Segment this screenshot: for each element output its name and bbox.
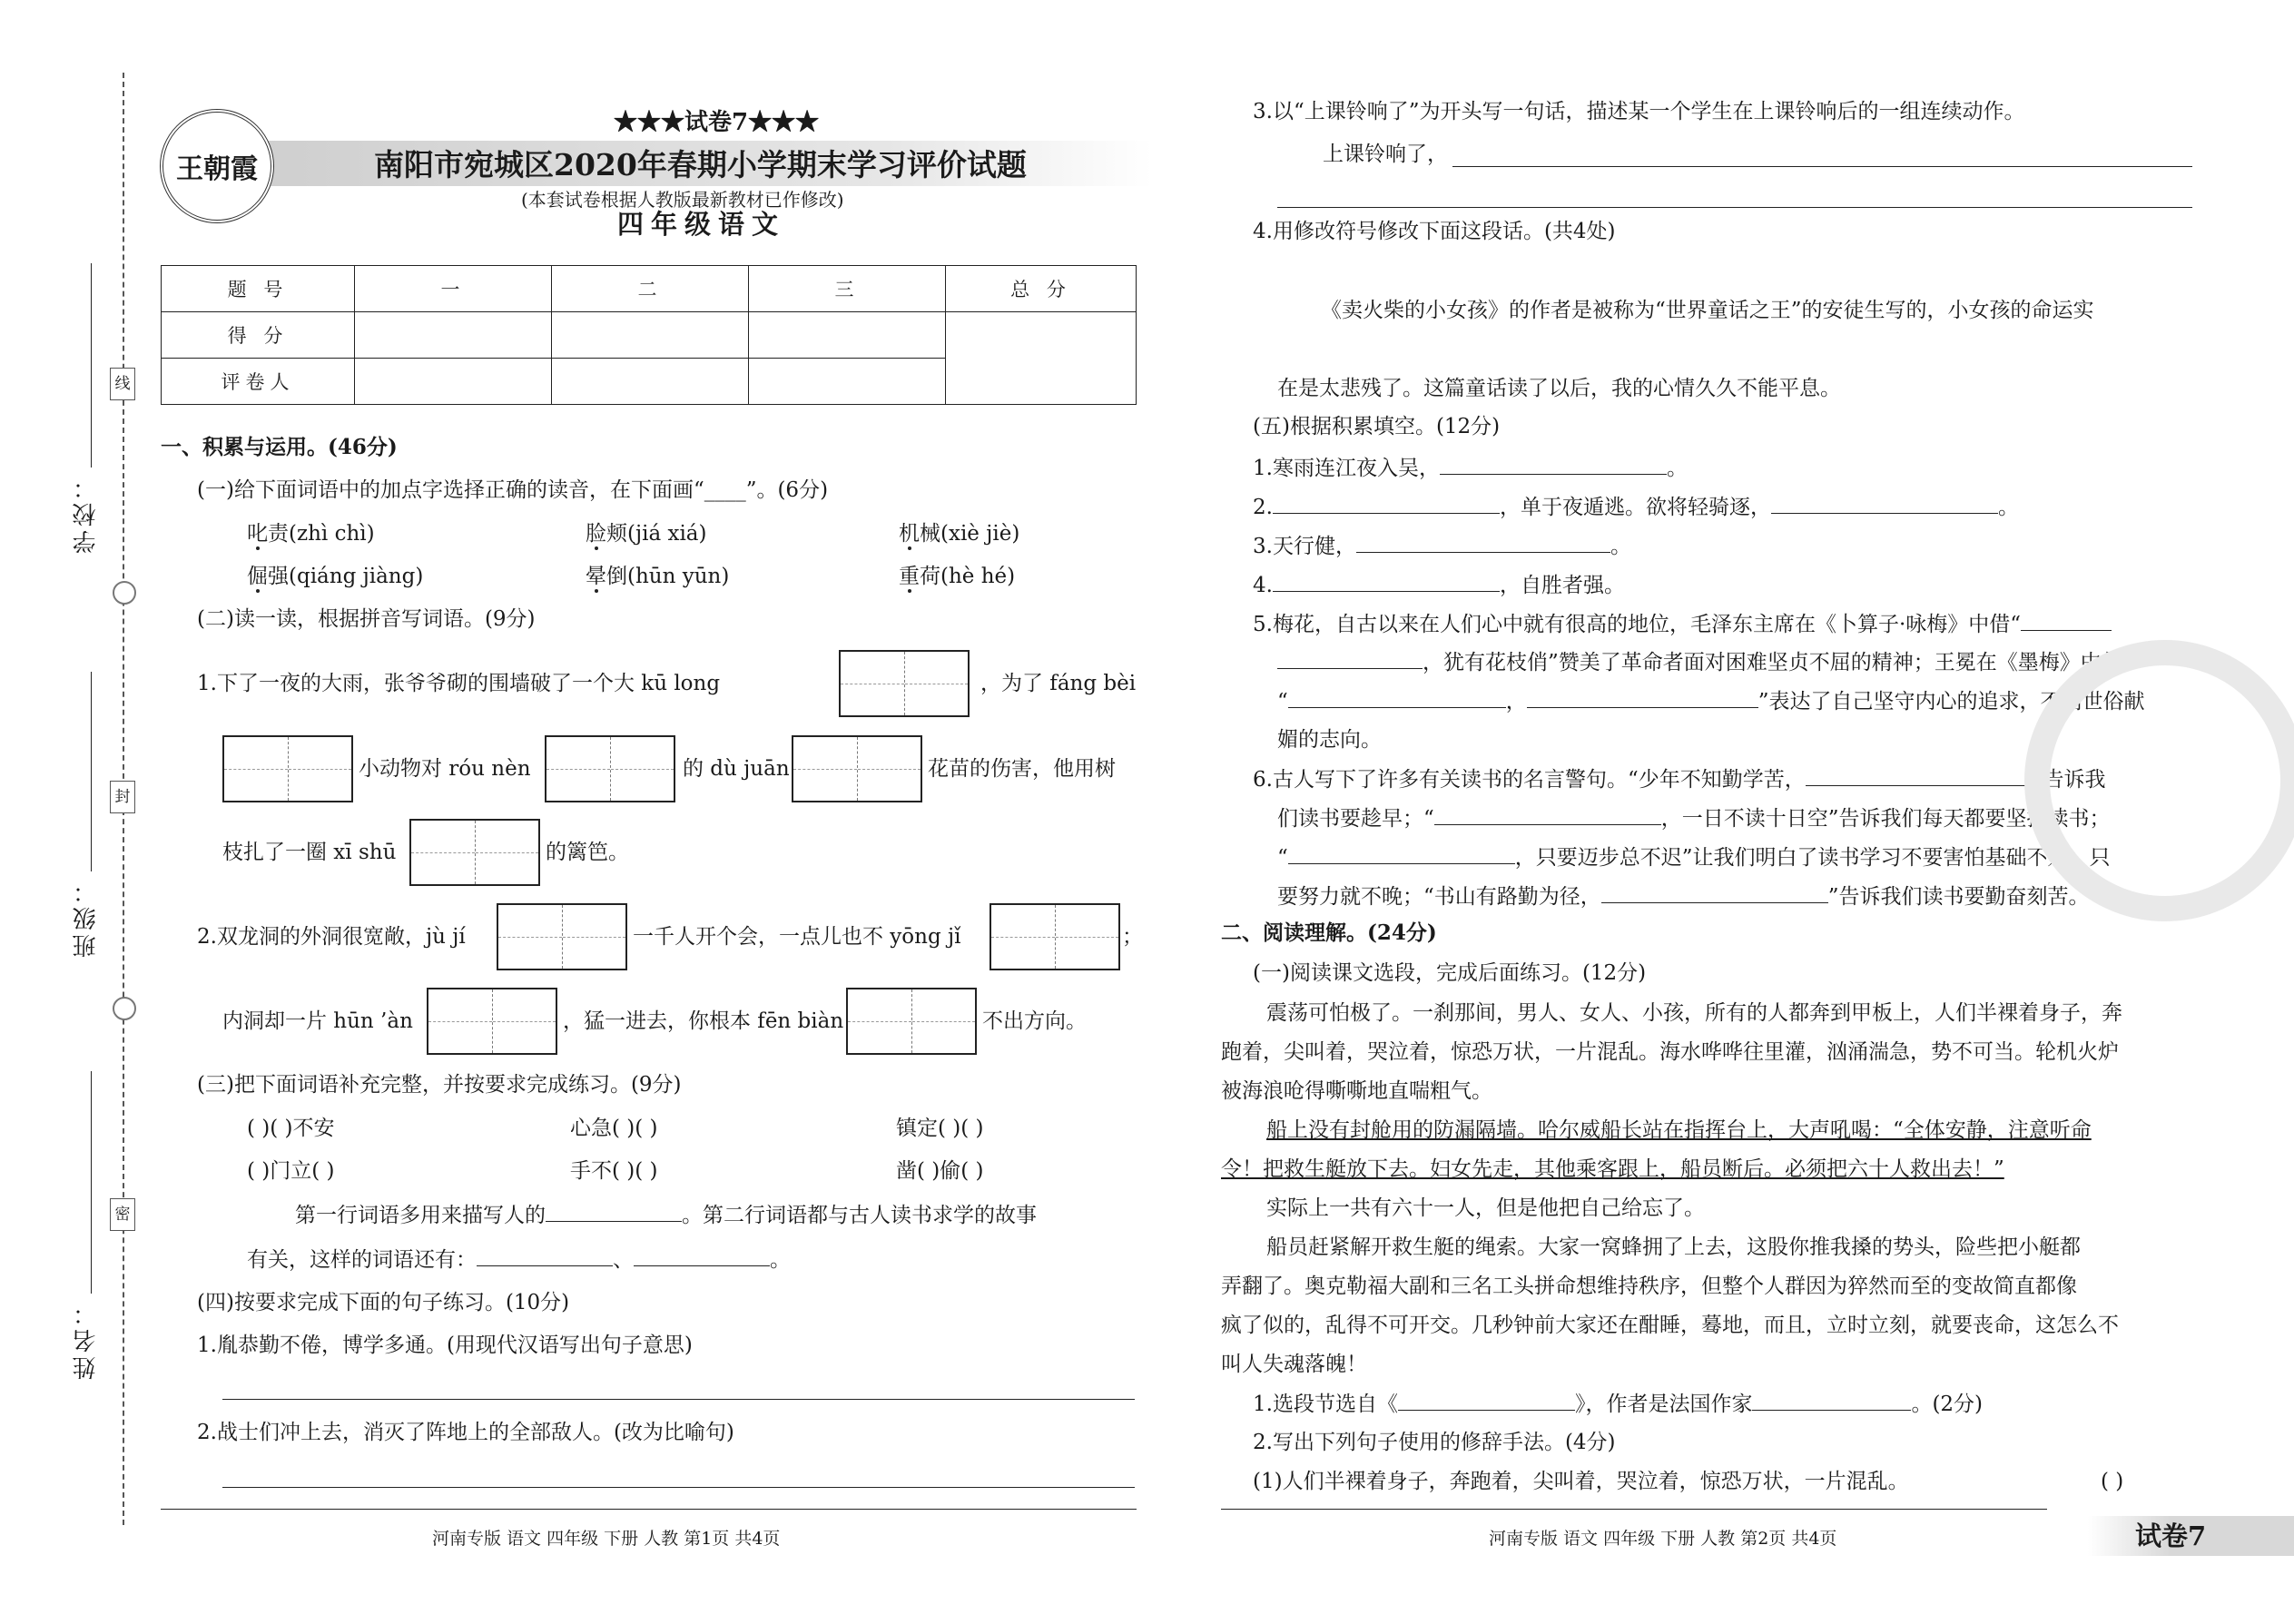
grader-cell[interactable] bbox=[355, 359, 552, 405]
binding-ornament bbox=[113, 997, 136, 1020]
q2-text: ； bbox=[1122, 925, 1143, 949]
idiom-blank[interactable]: 手不( )( ) bbox=[570, 1159, 658, 1183]
binding-mark-xian: 线 bbox=[110, 368, 135, 400]
answer-blank[interactable] bbox=[1288, 843, 1515, 864]
pinyin-item: 重荷(hè hé) bbox=[899, 565, 1016, 588]
reading-passage: 船员赶紧解开救生艇的绳索。大家一窝蜂拥了上去，这股你推我搡的势头，险些把小艇都 bbox=[1266, 1235, 2081, 1259]
class-field[interactable] bbox=[91, 672, 92, 871]
q3-title: (三)把下面词语补充完整，并按要求完成练习。(9分) bbox=[197, 1073, 682, 1097]
q2-text: 1.下了一夜的大雨，张爷爷砌的围墙破了一个大 kū long bbox=[197, 672, 721, 695]
answer-blank[interactable] bbox=[1434, 804, 1661, 825]
answer-blank[interactable] bbox=[1273, 571, 1500, 592]
idiom-blank[interactable]: ( )门立( ) bbox=[247, 1159, 335, 1183]
q5-line: 要努力就不晚；“书山有路勤为径， ”告诉我们读书要勤奋刻苦。 bbox=[1277, 882, 2090, 910]
edit-paragraph: 在是太悲残了。这篇童话读了以后，我的心情久久不能平息。 bbox=[1277, 377, 1841, 400]
idiom-blank[interactable]: ( )( )不安 bbox=[247, 1117, 335, 1140]
pinyin-item: 晕倒(hūn yūn) bbox=[586, 565, 730, 588]
q5-line: 们读书要趁早；“ ，一日不读十日空”告诉我们每天都要坚持读书； bbox=[1277, 804, 2111, 832]
answer-blank[interactable] bbox=[1356, 532, 1610, 553]
section-1-title: 一、积累与运用。(46分) bbox=[161, 435, 398, 459]
q2-text: 花苗的伤害，他用树 bbox=[928, 757, 1116, 781]
q2-text: 小动物对 róu nèn bbox=[359, 757, 531, 781]
answer-blank[interactable] bbox=[1440, 454, 1667, 475]
reading-passage: 实际上一共有六十一人，但是他把自己给忘了。 bbox=[1266, 1196, 1705, 1220]
idiom-blank[interactable]: 心急( )( ) bbox=[570, 1117, 658, 1140]
score-table bbox=[161, 265, 1137, 405]
score-row-label: 得 分 bbox=[162, 312, 355, 359]
answer-line[interactable] bbox=[1452, 166, 2192, 167]
pinyin-item: 叱责(zhì chì) bbox=[247, 522, 375, 546]
q4-sentence-3-start: 上课铃响了， bbox=[1323, 143, 1448, 166]
q2-text: 内洞却一片 hūn ’àn bbox=[222, 1009, 413, 1033]
idiom-blank[interactable]: 镇定( )( ) bbox=[896, 1117, 984, 1140]
q5-line: 6.古人写下了许多有关读书的名言警句。“少年不知勤学苦， ”告诉我 bbox=[1253, 765, 2105, 793]
reading-passage: 被海浪呛得嘶嘶地直喘粗气。 bbox=[1221, 1079, 1492, 1103]
reading-passage: 疯了似的，乱得不可开交。几秒钟前大家还在酣睡，蓦地，而且，立时立刻，就要丧命，这怎么不 bbox=[1221, 1314, 2119, 1337]
q5-line: 媚的志向。 bbox=[1277, 728, 1382, 752]
q5-line: 1.寒雨连江夜入吴， 。 bbox=[1253, 454, 1688, 482]
reading-passage-underlined: 船上没有封舱用的防漏隔墙。哈尔威船长站在指挥台上，大声吼喝：“全体安静，注意听命 bbox=[1266, 1118, 2092, 1142]
answer-blank[interactable] bbox=[1771, 493, 1998, 514]
footer-right: 河南专版 语文 四年级 下册 人教 第2页 共4页 bbox=[1489, 1529, 1837, 1549]
score-cell[interactable] bbox=[749, 312, 946, 359]
q5-line: 4. ，自胜者强。 bbox=[1253, 571, 1625, 599]
watermark-seal bbox=[2024, 640, 2294, 921]
grader-cell[interactable] bbox=[749, 359, 946, 405]
q3-text: 有关，这样的词语还有： 、 。 bbox=[247, 1245, 791, 1274]
q2-text: 枝扎了一圈 xī shū bbox=[222, 841, 397, 864]
q5-line: 2. ，单于夜遁逃。欲将轻骑逐， 。 bbox=[1253, 493, 2019, 521]
grader-cell[interactable] bbox=[552, 359, 749, 405]
answer-blank[interactable] bbox=[1398, 1390, 1575, 1411]
paper-number-stars: ★★★试卷7★★★ bbox=[614, 109, 820, 136]
reading-subtitle: (一)阅读课文选段，完成后面练习。(12分) bbox=[1253, 961, 1647, 985]
section-2-title: 二、阅读理解。(24分) bbox=[1221, 920, 1437, 945]
answer-line[interactable] bbox=[1277, 207, 2192, 208]
idiom-blank[interactable]: 凿( )偷( ) bbox=[896, 1159, 984, 1183]
page-divider bbox=[1221, 1509, 2047, 1510]
binding-ornament bbox=[113, 581, 136, 605]
answer-blank[interactable] bbox=[477, 1245, 613, 1266]
writing-grid[interactable] bbox=[497, 903, 627, 970]
pinyin-item: 机械(xiè jiè) bbox=[899, 522, 1020, 546]
class-label: 班级： bbox=[73, 876, 100, 958]
score-header-cell: 一 bbox=[355, 266, 552, 312]
q5-line: 3.天行健， 。 bbox=[1253, 532, 1631, 560]
q4-sentence-1: 1.胤恭勤不倦，博学多通。(用现代汉语写出句子意思) bbox=[197, 1334, 693, 1357]
score-cell[interactable] bbox=[552, 312, 749, 359]
writing-grid[interactable] bbox=[409, 819, 540, 886]
q2-text: 的 dù juān bbox=[683, 757, 790, 781]
name-label: 姓名： bbox=[73, 1298, 100, 1380]
writing-grid[interactable] bbox=[222, 735, 353, 802]
reading-passage: 跑着，尖叫着，哭泣着，惊恐万状，一片混乱。海水哗哗往里灌，汹涌湍急，势不可当。轮机火炉 bbox=[1221, 1040, 2119, 1064]
answer-blank[interactable] bbox=[546, 1201, 682, 1222]
score-header-cell: 题 号 bbox=[162, 266, 355, 312]
school-label: 学校： bbox=[73, 472, 100, 554]
q2-title: (二)读一读，根据拼音写词语。(9分) bbox=[197, 607, 536, 631]
q2-text: 的篱笆。 bbox=[546, 841, 629, 864]
footer-badge: 试卷7 bbox=[2135, 1521, 2207, 1551]
reading-q1: 1.选段节选自《 》，作者是法国作家 。(2分) bbox=[1253, 1390, 1983, 1418]
writing-grid[interactable] bbox=[839, 650, 970, 717]
logo-text: 王朝霞 bbox=[176, 153, 258, 185]
q3-text: 第一行词语多用来描写人的 。第二行词语都与古人读书求学的故事 bbox=[295, 1201, 1037, 1229]
answer-line[interactable] bbox=[222, 1399, 1135, 1400]
score-header-cell: 二 bbox=[552, 266, 749, 312]
q4-title: (四)按要求完成下面的句子练习。(10分) bbox=[197, 1291, 570, 1314]
edit-paragraph: 《卖火柴的小女孩》的作者是被称为“世界童话之王”的安徒生写的，小女孩的命运实 bbox=[1321, 299, 2094, 322]
q2-text: 不出方向。 bbox=[982, 1009, 1087, 1033]
q5-line: 5.梅花，自古以来在人们心中就有很高的地位，毛泽东主席在《卜算子·咏梅》中借“ bbox=[1253, 610, 2112, 638]
score-row-label: 评卷人 bbox=[162, 359, 355, 405]
q2-text: 2.双龙洞的外洞很宽敞，jù jí bbox=[197, 925, 466, 949]
q2-text: ，为了 fáng bèi bbox=[980, 672, 1137, 695]
answer-blank[interactable] bbox=[1288, 687, 1506, 708]
binding-mark-feng: 封 bbox=[110, 781, 135, 813]
reading-passage: 叫人失魂落魄！ bbox=[1221, 1353, 1367, 1376]
reading-passage-underlined: 令！把救生艇放下去。妇女先走，其他乘客跟上，船员断后。必须把六十人救出去！” bbox=[1221, 1157, 2004, 1181]
answer-blank[interactable] bbox=[1273, 493, 1500, 514]
total-score-cell[interactable] bbox=[946, 312, 1137, 405]
answer-line[interactable] bbox=[222, 1487, 1135, 1488]
grade-subject: 四年级语文 bbox=[617, 209, 786, 240]
reading-passage: 弄翻了。奥克勒福大副和三名工头拼命想维持秩序，但整个人群因为猝然而至的变故简直都像 bbox=[1221, 1275, 2077, 1298]
writing-grid[interactable] bbox=[427, 988, 557, 1055]
q2-text: ，猛一进去，你根本 fēn biàn bbox=[563, 1009, 844, 1033]
score-cell[interactable] bbox=[355, 312, 552, 359]
binding-mark-mi: 密 bbox=[110, 1198, 135, 1231]
reading-passage: 震荡可怕极了。一刹那间，男人、女人、小孩，所有的人都奔到甲板上，人们半裸着身子，奔 bbox=[1266, 1001, 2122, 1025]
q4-sentence-2: 2.战士们冲上去，消灭了阵地上的全部敌人。(改为比喻句) bbox=[197, 1421, 734, 1444]
school-field[interactable] bbox=[91, 263, 92, 468]
q5-line: “ ， ”表达了自己坚守内心的追求，不向世俗献 bbox=[1277, 687, 2145, 715]
answer-blank[interactable] bbox=[1806, 765, 2033, 786]
page-divider bbox=[161, 1509, 1137, 1510]
page-title: 南阳市宛城区2020年春期小学期末学习评价试题 bbox=[374, 147, 1027, 182]
name-field[interactable] bbox=[91, 1071, 92, 1294]
footer-left: 河南专版 语文 四年级 下册 人教 第1页 共4页 bbox=[432, 1529, 781, 1549]
q2-text: 一千人开个会，一点儿也不 yōng jǐ bbox=[633, 925, 961, 949]
q5-title: (五)根据积累填空。(12分) bbox=[1253, 415, 1501, 438]
q4-sentence-4: 4.用修改符号修改下面这段话。(共4处) bbox=[1253, 220, 1616, 243]
pinyin-item: 脸颊(jiá xiá) bbox=[586, 522, 707, 546]
q5-line: ，犹有花枝俏”赞美了革命者面对困难坚贞不屈的精神；王冕在《墨梅》中借 bbox=[1277, 648, 2122, 676]
answer-blank[interactable] bbox=[1601, 882, 1828, 903]
score-header-cell: 总 分 bbox=[946, 266, 1137, 312]
score-header-cell: 三 bbox=[749, 266, 946, 312]
writing-grid[interactable] bbox=[792, 735, 922, 802]
writing-grid[interactable] bbox=[545, 735, 675, 802]
answer-blank[interactable] bbox=[634, 1245, 770, 1266]
answer-blank[interactable] bbox=[2021, 610, 2112, 631]
q5-line: “ ，只要迈步总不迟”让我们明白了读书学习不要害怕基础不好，只 bbox=[1277, 843, 2111, 871]
answer-paren[interactable]: ( ) bbox=[2101, 1470, 2124, 1493]
writing-grid[interactable] bbox=[846, 988, 977, 1055]
logo-badge bbox=[160, 109, 274, 223]
pinyin-item: 倔强(qiáng jiàng) bbox=[247, 565, 424, 588]
page-subtitle: (本套试卷根据人教版最新教材已作修改) bbox=[521, 189, 844, 211]
reading-q2-sentence: (1)人们半裸着身子，奔跑着，尖叫着，哭泣着，惊恐万状，一片混乱。 bbox=[1253, 1470, 1909, 1493]
writing-grid[interactable] bbox=[989, 903, 1120, 970]
answer-blank[interactable] bbox=[1752, 1390, 1911, 1411]
answer-blank[interactable] bbox=[1527, 687, 1758, 708]
q1-title: (一)给下面词语中的加点字选择正确的读音，在下面画“____”。(6分) bbox=[197, 478, 829, 502]
q4-sentence-3: 3.以“上课铃响了”为开头写一句话，描述某一个学生在上课铃响后的一组连续动作。 bbox=[1253, 100, 2025, 123]
answer-blank[interactable] bbox=[1277, 648, 1423, 669]
reading-q2: 2.写出下列句子使用的修辞手法。(4分) bbox=[1253, 1431, 1616, 1454]
